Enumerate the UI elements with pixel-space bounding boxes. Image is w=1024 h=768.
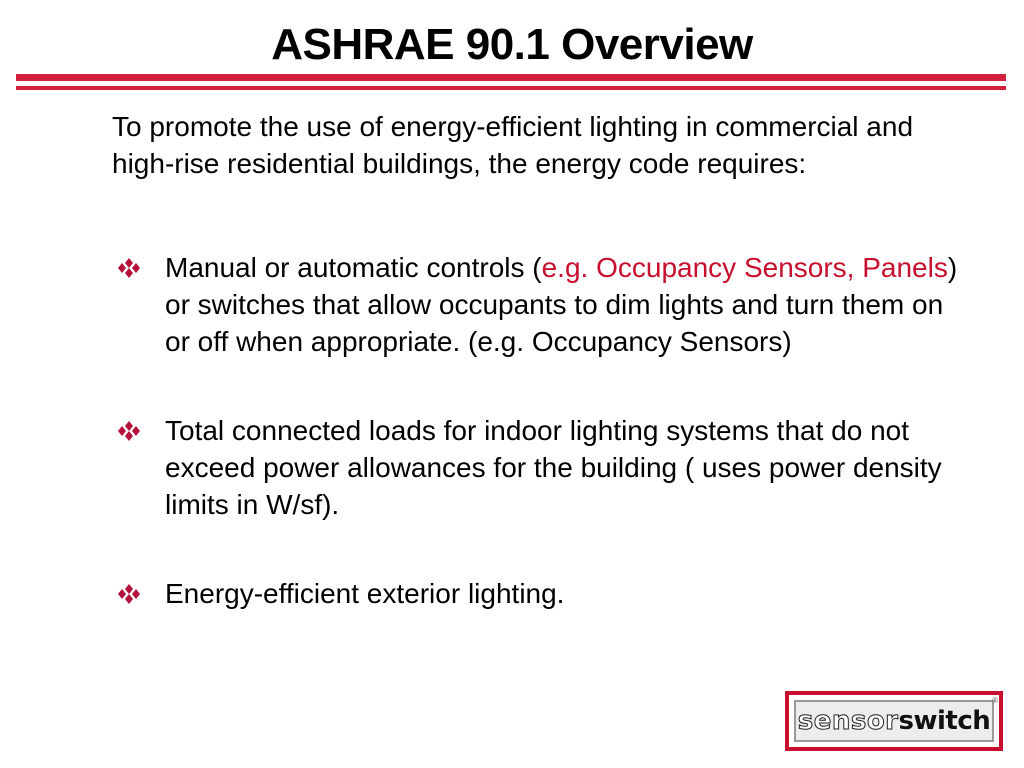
bullet-text: Total connected loads for indoor lighting systems that do not exceed power allowances for the building ( uses power density limits in W/sf). [165, 415, 942, 520]
title-rule-thin [16, 86, 1006, 90]
bullet-text-start: Manual or automatic controls ( [165, 252, 542, 283]
bullet-text: Energy-efficient exterior lighting. [165, 578, 565, 609]
requirements-list [0, 249, 965, 612]
title-rule-thick [16, 74, 1006, 81]
slide-title: ASHRAE 90.1 Overview [271, 20, 753, 69]
list-item [0, 575, 965, 612]
logo-word-switch: switch [898, 706, 991, 736]
diamond-bullet-icon [116, 583, 142, 605]
list-item [0, 412, 965, 523]
list-item [0, 249, 965, 360]
registered-mark: ® [992, 696, 998, 705]
intro-text: To promote the use of energy-efficient lighting in commercial and high-rise residential buildings, the energy code requires: [112, 111, 914, 179]
bullet-text-end: ) or switches that allow occupants to dim lights and turn them on or off when appropriate. (e.g. Occupancy Sensors) [165, 252, 958, 357]
diamond-bullet-icon [116, 420, 142, 442]
logo-word-sensor: sensor [797, 706, 899, 736]
logo-plate [794, 700, 994, 742]
bullet-highlight-link[interactable]: e.g. Occupancy Sensors, Panels [541, 252, 948, 283]
sensorswitch-logo [785, 691, 1003, 751]
diamond-bullet-icon [116, 257, 142, 279]
